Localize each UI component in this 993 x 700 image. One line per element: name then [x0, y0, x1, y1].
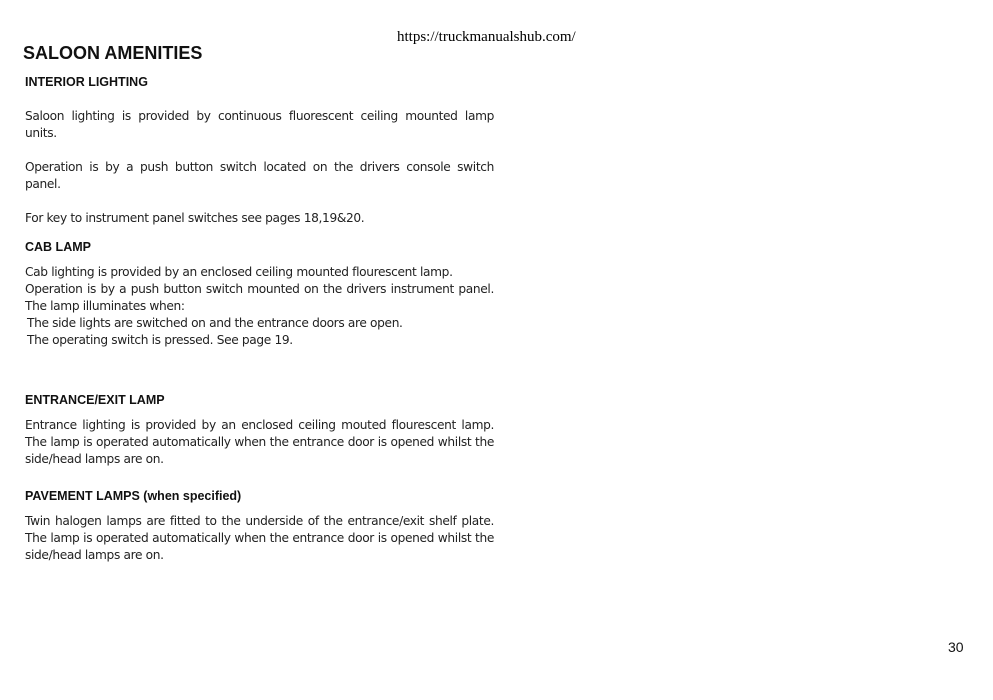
cab-lamp-text	[25, 264, 494, 349]
heading-interior-lighting: INTERIOR LIGHTING	[25, 75, 148, 89]
cab-lamp-paragraph-2: Operation is by a push button switch mounted on the drivers instrument panel. The lamp illuminates when:	[25, 282, 494, 313]
heading-cab-lamp: CAB LAMP	[25, 240, 91, 254]
pavement-lamps-paragraph: Twin halogen lamps are fitted to the underside of the entrance/exit shelf plate. The lamp is operated automatically when the entrance door is opened whilst the side/head lamps are on.	[25, 514, 494, 562]
cab-lamp-condition-2: The operating switch is pressed. See page 19.	[27, 333, 293, 347]
cab-lamp-condition-1: The side lights are switched on and the entrance doors are open.	[27, 316, 403, 330]
heading-pavement-lamps: PAVEMENT LAMPS (when specified)	[25, 489, 242, 503]
page-title: SALOON AMENITIES	[23, 43, 203, 63]
interior-lighting-paragraph-2: Operation is by a push button switch located on the drivers console switch panel.	[25, 160, 494, 191]
heading-entrance-exit-lamp: ENTRANCE/EXIT LAMP	[25, 393, 165, 407]
entrance-exit-lamp-paragraph: Entrance lighting is provided by an enclosed ceiling mouted flourescent lamp. The lamp is operated automatically when the entrance door is opened whilst the side/head lamps are on.	[25, 418, 494, 466]
cab-lamp-paragraph-1: Cab lighting is provided by an enclosed ceiling mounted flourescent lamp.	[25, 265, 453, 279]
interior-lighting-paragraph-3: For key to instrument panel switches see pages 18,19&20.	[25, 211, 365, 225]
interior-lighting-paragraph-1: Saloon lighting is provided by continuous fluorescent ceiling mounted lamp units.	[25, 109, 494, 140]
page-number: 30	[948, 639, 964, 655]
source-url: https://truckmanualshub.com/	[397, 29, 576, 45]
